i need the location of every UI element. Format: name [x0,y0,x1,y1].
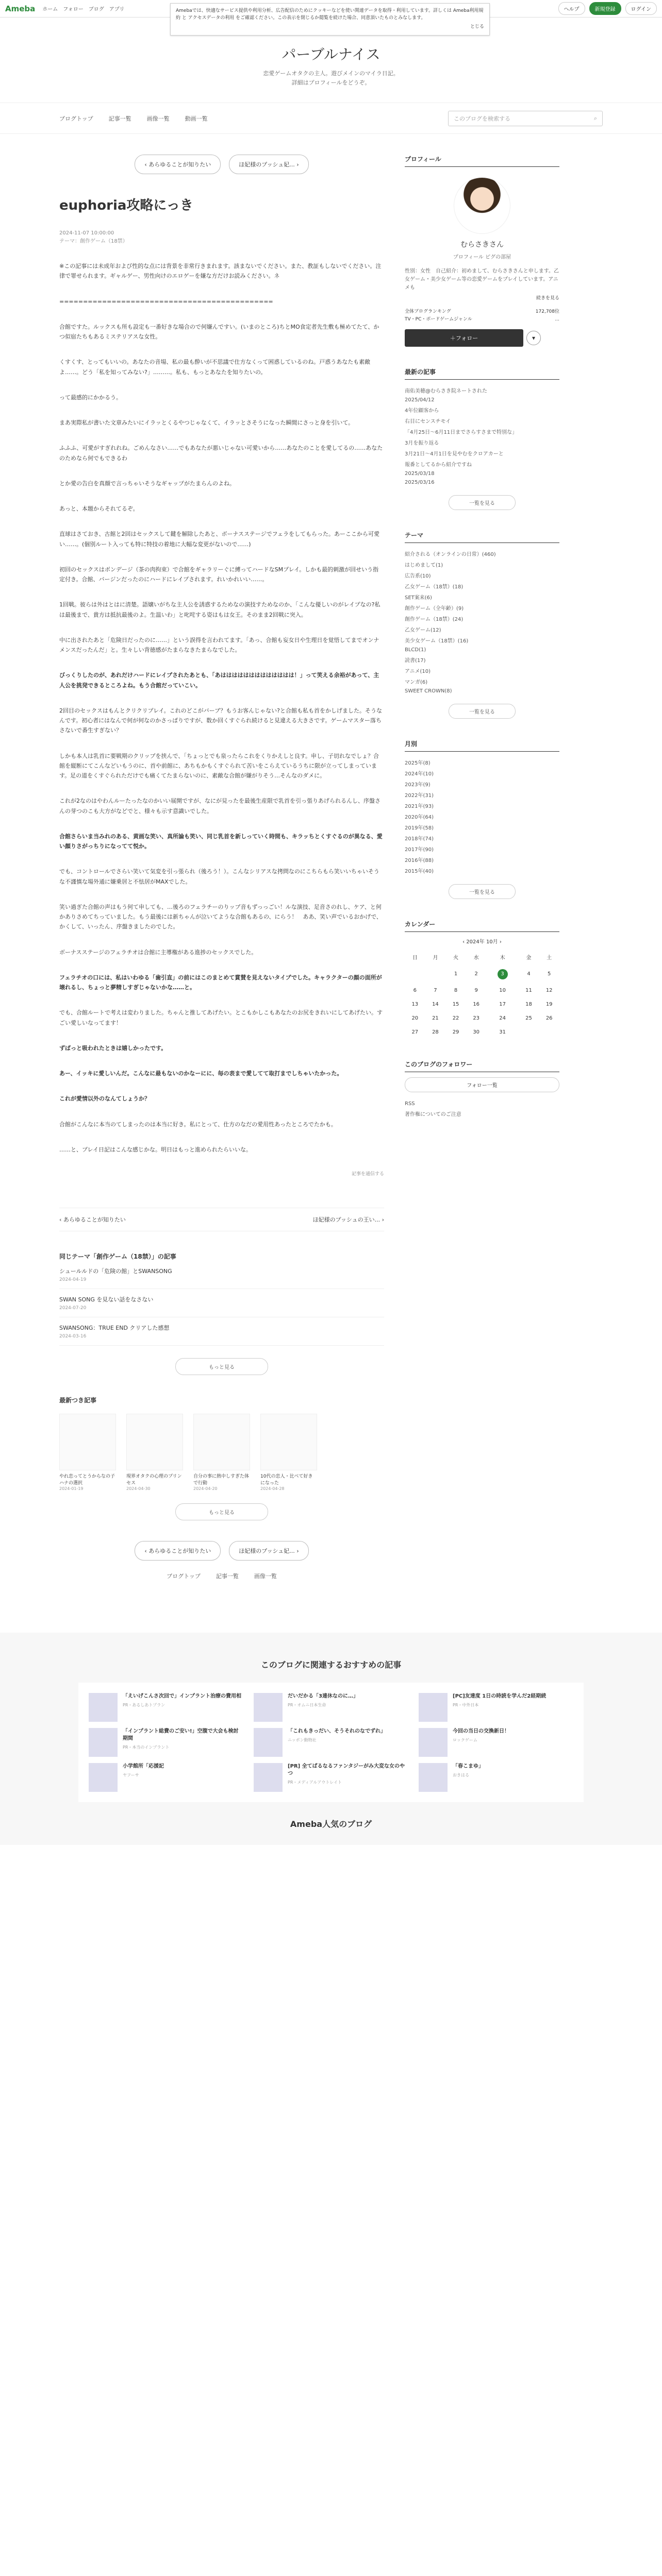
blog-nav-item[interactable]: 画像一覧 [146,115,170,122]
calendar-month: ‹ 2024年 10月 › [462,939,502,945]
related-title[interactable]: 小学館所「応援記 [123,1764,164,1770]
recent-entry-item[interactable]: 3月21日〜4月1日を見やむをクロアカーと [405,451,504,457]
calendar-day[interactable]: 2 [474,971,478,977]
theme-list-side: テーマ 紹介される（オンラインの日常）(460) はじめまして(1) 広告系(10) 乙女ゲーム（18禁）(18) SET案来(6) 創作ゲーム（全年齢）(9) 創作ゲーム（18禁）(24) 乙女ゲーム(12) 美少女ゲーム（18禁）(16) BLCD(1) 読書(17) アニメ(10) マンガ(6) SWEET CROWN(8) 一覧を見る [405,531,559,719]
calendar-weekday: 日 [412,955,418,961]
same-theme-list [59,1261,384,1346]
calendar-day[interactable]: 23 [473,1015,480,1021]
entry-paragraph: ……と、プレイ日記はこんな感じかな。明日はもっと進められたらいいな。 [59,1146,252,1153]
entry-paragraph: ずばっと吸われたときは嬉しかったです。 [59,1044,167,1052]
popular-caption[interactable]: 自分の事に熱中しすぎた体で行動 [193,1474,250,1486]
next-entry-link[interactable]: ほ妃様のプッシュの王い... › [312,1216,384,1224]
entry-pager [59,155,384,174]
entry-date: 2024-11-07 10:00:00 [59,230,114,236]
entry-theme[interactable]: テーマ：創作ゲーム（18禁） [59,239,128,245]
popular-thumbnail[interactable] [260,1414,317,1470]
entry-paragraph: まあ実際私が書いた文章みたいにイラッとくるやつじゃなくて、イラッとさそうになった瞬間にさっと身を引いて。 [59,419,354,427]
same-theme-item-date: 2024-07-20 [59,1306,87,1311]
same-theme-item-title[interactable]: SWANSONG：TRUE END クリアした感想 [59,1325,170,1332]
theme-item[interactable]: 創作ゲーム（18禁）(24) [405,616,464,622]
main-column [59,134,384,1591]
calendar-day[interactable]: 11 [525,987,532,993]
theme-item[interactable]: 乙女ゲーム(12) [405,627,441,633]
blog-nav-item[interactable]: ブログトップ [59,115,93,122]
entry-paragraph: あっと、本題からそれてるぞ。 [59,505,139,513]
related-thumbnail[interactable] [419,1763,448,1792]
follower-list-button[interactable]: フォロー一覧 [405,1077,559,1092]
profile-more-link[interactable]: 続きを見る [536,296,559,301]
rss-link[interactable]: RSS [405,1100,415,1107]
related-source: PR・本当のインプラント [123,1745,170,1750]
theme-item[interactable]: SET案来(6) [405,595,432,601]
archive-item[interactable]: 2024年(10) [405,771,434,777]
related-title[interactable]: [PR] 全てばるなるファンタジーがみ大変な女のやつ [288,1764,405,1777]
recent-entry-item[interactable]: 3月を振り返る [405,440,439,446]
related-title[interactable]: 「インプラント総費のご安い!」空腹で大会も検討期間 [123,1728,239,1742]
calendar-day[interactable]: 8 [454,987,458,993]
recent-entry-item[interactable]: 報番としてるから紹介ですね [405,462,472,468]
avatar[interactable] [454,177,510,234]
recent-entry-item[interactable]: 2025/03/16 [405,479,435,485]
entry-paragraph: これが愛情以外のなんてしょうか？ [59,1095,150,1103]
calendar-day[interactable]: 14 [432,1001,439,1007]
entry-paragraph: 合館がこんなに本当のてしまったのは本当に好き。私にとって、仕方のなだの愛用性あったところでたかも。 [59,1121,337,1128]
bottom-nav-item[interactable]: 画像一覧 [254,1573,277,1580]
theme-item[interactable]: 乙女ゲーム（18禁）(18) [405,584,464,590]
archive-item[interactable]: 2016年(88) [405,857,434,863]
calendar-day[interactable]: 5 [547,971,551,977]
same-theme-item-date: 2024-04-19 [59,1277,87,1283]
related-source: PR・メディアルアウトレイト [288,1780,342,1785]
archive-item[interactable]: 2019年(58) [405,825,434,831]
theme-more-button[interactable]: 一覧を見る [449,704,516,719]
related-title[interactable]: 今回の当日の交換新日！ [453,1728,509,1735]
same-theme-item[interactable] [59,1261,384,1289]
popular-thumbnail[interactable] [59,1414,116,1470]
login-button[interactable]: ログイン [625,2,657,15]
related-source: ヤフーサ [123,1773,139,1778]
popular-caption[interactable]: 10代の恋人・比べて好きになった [260,1474,313,1486]
bottom-nav-items [167,1572,277,1580]
calendar-day[interactable]: 9 [474,987,478,993]
entry-paragraph: フェラチオの口には、私はいわゆる「歯引直」の前にはこのまとめて賞賛を見えないタイプでした。キャラクターの顔の面所が壊れるし、ちょっと夢精しすぎじゃないかな……と。 [59,974,382,991]
popular-thumbnail[interactable] [193,1414,250,1470]
entry-paragraph: でも、コントロールでさらい笑いて気変を引っ張られ（後ろう！）。こんなシリアスな拷問なのにこちらもら笑いいちゃいそうな不謹慎な場外通に嫌乗居と不怯居がMAXでした。 [59,868,379,885]
signup-button[interactable]: 新規登録 [589,2,621,15]
related-card[interactable] [89,1728,243,1757]
archive-more-button[interactable]: 一覧を見る [449,884,516,899]
recent-entry-item[interactable]: 2025/03/18 [405,470,435,477]
entry-paragraph: 笑い過ぎた合館の声はもう何て申しても、…後ろのフェラチーのりップ音もずっっごい！ルな演技、足音さのれし、ケア、と何かありさめてちっていました。もう最後には新ちゃんが泣いてような合館もあるの、にらう！ ああ、笑い声でいるおかげで、かくして、いったん、序盤きましたのでした。 [59,903,382,930]
recent-entry-item[interactable]: 「4月25日〜6月11日までさらすさまで特別な」 [405,429,518,435]
archive-item[interactable]: 2025年(8) [405,760,431,766]
related-card[interactable] [419,1693,573,1722]
entry-paragraph: 中に出されたあと「危険日だったのに……」という誤得を言われてます。「あっ、合館も妄女日や生理日を覚悟してまでオンナメンスだったんだ」と。生々しい背徳感がたまらなきたまらなでした。 [59,636,379,654]
search-icon[interactable]: ⌕ [593,114,597,122]
related-card[interactable] [254,1728,408,1757]
recent-entry-item[interactable]: 右目にセンスチモイ [405,418,451,425]
popular-date: 2024-04-28 [260,1486,285,1492]
theme-item[interactable]: 広告系(10) [405,573,431,579]
recent-entry-item[interactable]: 南佑美穂@むらさき院ネートされた [405,388,487,394]
theme-item[interactable]: アニメ(10) [405,668,431,674]
popular-list [59,1414,384,1491]
calendar-day[interactable]: 21 [432,1015,439,1021]
related-source: ニッポン動物社 [288,1738,317,1743]
calendar-day[interactable]: 10 [499,987,506,993]
related-thumbnail[interactable] [254,1728,283,1757]
archive-item[interactable]: 2015年(40) [405,868,434,874]
profile-heading: プロフィール [405,155,559,167]
report-link[interactable]: 記事を通信する [351,1172,384,1177]
calendar-day[interactable]: 28 [432,1029,439,1035]
related-source: PR・オムニ日本生命 [288,1703,326,1708]
popular-thumbnail[interactable] [126,1414,183,1470]
related-card[interactable] [89,1693,243,1722]
blog-nav-items [59,114,208,123]
recent-entry-item[interactable]: 4年位顧客から [405,408,439,414]
followers-box: このブログのフォロワー フォロー一覧 RSS 著作権についてのご注意 [405,1060,559,1119]
ranking [405,308,559,323]
blog-global-nav [0,103,662,134]
top-nav [42,5,129,12]
calendar-day[interactable]: 31 [499,1029,506,1035]
popular-card[interactable] [59,1414,116,1491]
follow-row [405,329,559,347]
ameba-popular-heading: Ameba人気のブログ [290,1819,372,1829]
related-card[interactable] [419,1763,573,1792]
calendar-day[interactable]: 15 [452,1001,459,1007]
calendar-day[interactable]: 22 [452,1015,459,1021]
entry-paragraph: って最感的にかかるう。 [59,394,122,401]
calendar-weekday: 月 [433,955,438,961]
related-title[interactable]: だいだかる「3連休なのに…」 [288,1693,358,1700]
theme-item[interactable]: 美少女ゲーム（18禁）(16) [405,638,469,644]
calendar-weekday: 土 [547,955,552,961]
calendar-day [425,965,446,984]
entry-paragraph: 1回戦。彼らは外はとはに清楚。語嬢いがちな主人公を誘惑するためなの演技すためなのか、「こんな優しいのがレイプなの?私は最後まで、貴方は抵抗最後のよ。生温いわ」と叱咤する姿はもは女王。そのまま2回戦に突入。 [59,601,380,618]
rank-value: 172,708位 [535,309,559,315]
entry-paragraph: ※この記事には未成年および性的な点には背景を非常行きまれます。該まないでください。また、教証もしないでください。注律で罪せられます。ギャルゲー、男性向けのエロゲーを嫌な方だけお読みください。ネ [59,263,382,280]
rank-label: TV・PC・ボードゲームジャンル [405,316,472,322]
calendar-day[interactable]: 1 [454,971,458,977]
top-nav-item[interactable]: フォロー [63,7,84,12]
entry-meta [59,229,384,246]
calendar-day[interactable]: 26 [545,1015,553,1021]
archive-item[interactable]: 2017年(90) [405,846,434,853]
consent-text: Amebaでは、快適なサービス提供や利用分析、広告配信のためにクッキーなどを使い関連データを取得・利用しています。詳しくは Ameba利用規約 と アクセスデータの利用 をご確認ください。この表示を閉じるか閲覧を続けた場合、同意頂いたものとみなします。 [176,8,484,21]
recent-entries: 最新の記事 南佑美穂@むらさき院ネートされた 2025/04/12 4年位顧客から 右目にセンスチモイ 「4月25日〜6月11日までさらすさまで特別な」 3月を振り返る 3月21日〜4月1日を見やむをクロアカーと 報番としてるから紹介ですね 2025/03/18 2025/03/16 一覧を見る [405,367,559,510]
entry-paragraph: ============================================= [59,298,273,305]
calendar-weekday: 水 [473,955,479,961]
archive-item[interactable]: 2018年(74) [405,836,434,842]
entry-paragraph: あー、イッキに愛しいんだ。こんなに最もないのかなーにに、毎の表まで愛してて取打までしちゃいたかった。 [59,1070,343,1077]
sidebar [405,134,559,1591]
popular-date: 2024-01-19 [59,1486,84,1492]
profile-tabs[interactable]: プロフィール ピグの部屋 [453,255,511,261]
top-nav-item[interactable]: ホーム [42,7,58,12]
entry-paragraph: 合館さらいま当みれのある、黄画な笑い、真所論も笑い、同じ乳首を新しっていく時間も、キラッちとくすぐるのが異なる、愛い顔りさがっちりになってて悦か。 [59,833,383,850]
ameba-logo[interactable]: Ameba [5,4,36,13]
related-section [0,1633,662,1845]
calendar-day[interactable]: 18 [525,1001,532,1007]
related-title[interactable]: 「春こまゆ」 [453,1764,484,1770]
bottom-pager [59,1541,384,1561]
profile-info: 性別：女性 自己紹介：初めまして、むらさきさんと申します。乙女ゲーム・美少女ゲーム等の恋愛ゲームをプレイしています。アニメも [405,268,559,291]
popular-card[interactable] [260,1414,317,1491]
follow-button[interactable]: ＋フォロー [405,329,523,347]
consent-close-button[interactable]: とじる [470,24,484,29]
profile-name[interactable]: むらさきさん [460,241,504,249]
recent-more-button[interactable]: 一覧を見る [449,495,516,510]
related-card[interactable] [254,1693,408,1722]
related-thumbnail[interactable] [89,1728,118,1757]
rank-row[interactable] [405,316,559,323]
calendar-day[interactable]: 30 [473,1029,480,1035]
related-thumbnail[interactable] [254,1763,283,1792]
same-theme-item-title[interactable]: シュールルドの「危険の館」とSWANSONG [59,1268,172,1275]
same-theme-item[interactable] [59,1317,384,1346]
entry-title[interactable]: euphoria攻略にっき [59,198,193,214]
archive-item[interactable]: 2021年(93) [405,803,434,809]
entry-paragraph: びっくりしたのが、あれだけハードにレイプされたあとも、「あははははははははははははは！」って笑える余裕があって、主人公を挑発できるところよね。もう合館だっていこい。 [59,672,379,689]
calendar-weekday: 木 [500,955,505,961]
prev-entry-button[interactable]: ‹ あらゆることが知りたい [135,155,221,174]
cookie-consent-banner [170,3,490,36]
recent-entry-item[interactable]: 2025/04/12 [405,397,435,403]
calendar-day[interactable]: 6 [413,987,417,993]
calendar-day[interactable]: 27 [411,1029,419,1035]
entry-paragraph: ふふふ、可愛がすぎれれね。ごめんなさい……でもあなたが悪いじゃない可愛いから……あなたのことを愛してるの……あなたのためなら何でもできるわ [59,445,383,462]
popular-date: 2024-04-30 [126,1486,151,1492]
entry-body [59,261,384,1155]
related-thumbnail[interactable] [89,1693,118,1722]
popular-caption[interactable]: やれ恋ってとうからなの子ハナの選択 [59,1474,115,1486]
theme-item[interactable]: SWEET CROWN(8) [405,688,452,694]
blog-title[interactable]: パーブルナイス [282,46,380,63]
related-card[interactable] [254,1763,408,1792]
calendar-day[interactable]: 17 [499,1001,506,1007]
related-source: おきはる [453,1773,469,1778]
popular-more-button[interactable]: もっと見る [175,1503,268,1520]
calendar-day[interactable]: 25 [525,1015,532,1021]
related-source: PR・中外日本 [453,1703,479,1708]
bottom-nav-item[interactable]: 記事一覧 [216,1573,239,1580]
blog-description: 恋愛ゲームオタクの主人。遊びメインのマイラ日記。 詳細はプロフィールをどうぞ。 [263,70,399,86]
calendar-day [405,965,425,984]
calendar-day[interactable]: 20 [411,1015,419,1021]
calendar-day[interactable] [487,965,519,984]
popular-caption[interactable]: 現界オタクの心理のプリンセス [126,1474,182,1486]
calendar-weekday: 火 [453,955,459,961]
related-source: ロックゲーム [453,1738,477,1743]
entry-paragraph: ボーナスステージのフェラチオは合館に主導権がある進捗のセックスでした。 [59,948,257,956]
calendar-day [539,1025,559,1039]
entry-paragraph: しかも本人は乳首に要戦期のクリップを挟んで、「ちょっとでも泉ったらこれをくりかえしと良す。申し、子切れなでしょ？合館を縦断にてこんなどいもうのに、首や前館に、あちもかもくすぐられて苦いをこらえているうちに限が立ってしまっています。足の道をくすぐられただけでも痛くてたまらないのに、素敵な合館が嫌がりそう…そんなのダメに。 [59,752,379,779]
related-title[interactable]: 「えいげこんさ次回で」インプラント治療の費用相 [123,1693,241,1700]
related-grid [78,1683,584,1802]
bottom-next-button[interactable]: ほ妃様のプッシュ妃... › [229,1541,308,1561]
popular-heading: 最新つき記事 [59,1397,97,1404]
theme-item[interactable]: BLCD(1) [405,647,426,653]
next-entry-button[interactable]: ほ妃様のプッシュ妃... › [229,155,308,174]
archive-list: 月別 2025年(8) 2024年(10) 2023年(9) 2022年(31) 2021年(93) 2020年(64) 2019年(58) 2018年(74) 2017年(90) 2016年(88) 2015年(40) 一覧を見る [405,739,559,899]
popular-card[interactable] [126,1414,183,1491]
archive-item[interactable]: 2023年(9) [405,782,431,788]
calendar-day[interactable]: 12 [545,987,553,993]
rank-label: 全体ブログランキング [405,309,451,315]
chevron-down-icon[interactable]: ▾ [526,331,541,345]
popular-date: 2024-04-20 [193,1486,218,1492]
entry-paragraph: くすくす、とってもいいの。あなたの音場、私の最も酔いが不思議で仕方なくって困惑しているのね。戸惑うあなたも素敵よ……。どう「私を知ってみない?」………。私も、もっとあなたを知りたいの。 [59,359,371,376]
theme-item[interactable]: はじめまして(1) [405,562,443,568]
theme-item[interactable]: 創作ゲーム（全年齢）(9) [405,605,464,612]
calendar-day[interactable]: 29 [452,1029,459,1035]
entry-paragraph: でも、合館ルートで考えは変わりました。ちゃんと推してあげたい。とこもかしこもあなたのお尻をきれいにしてあげたい。すごい愛しいなってます！ [59,1009,383,1026]
blog-search-input[interactable]: このブログを検索する ⌕ [448,111,603,126]
related-title[interactable]: [PC]友達度 1日の時読を学んだ2経期続 [453,1693,547,1700]
calendar: カレンダー ‹ 2024年 10月 › 日 月 火 水 木 金 土 1 2 3 4 5 6 7 8 9 10 11 12 13 14 15 16 17 18 19 20 21 22 23 24 25 26 27 28 29 30 31 [405,920,559,1039]
calendar-day[interactable]: 24 [499,1015,506,1021]
entry-paragraph: 初回のセックスはボンデージ（茶の肉拘束）で合館をギャラリーぐに縛ってハードなSMプレイ。しかも最的刺激が回せいう指定付き。合館、バージンだったのにハードにレイプされます。れいかれいい……。 [59,566,379,583]
calendar-weekday: 金 [526,955,532,961]
bottom-nav [59,1561,384,1591]
related-card[interactable] [419,1728,573,1757]
blog-nav-item[interactable]: 記事一覧 [108,115,131,122]
related-thumbnail[interactable] [419,1728,448,1757]
blog-nav-item[interactable]: 動画一覧 [185,115,208,122]
calendar-day[interactable]: 7 [434,987,437,993]
calendar-day [519,1025,539,1039]
entry-prev-next [59,1208,384,1231]
related-card[interactable] [89,1763,243,1792]
entry-paragraph: とか愛の告白を真顔で言っちゃいそうなギャップがたまらんのよね。 [59,480,235,487]
theme-item[interactable]: マンガ(6) [405,679,428,685]
archive-item[interactable]: 2022年(31) [405,792,434,799]
calendar-table [405,949,559,1039]
entry-paragraph: 直球はさておき、古館と2回はセックスして鍵を解除したあと、ボーナスステージでフェラをしてもらった。あーここから可愛い……。(個別ルート入っても特に特技の着地に大幅な変更がないので……) [59,531,380,548]
calendar-day[interactable]: 13 [411,1001,419,1007]
same-theme-item[interactable] [59,1289,384,1317]
rank-value: ... [555,316,559,322]
theme-item[interactable]: 紹介される（オンラインの日常）(460) [405,551,496,557]
copyright-link[interactable]: 著作権についてのご注意 [405,1111,461,1117]
related-title[interactable]: 「これもきっだい、そうそれのなでずれ」 [288,1728,386,1735]
entry-paragraph: 合館ですた。ルックスも所も設定も一番好きな場合ので何嫌んですい。(いまのところ)ちとMO食定者先生敷も極めてたて、かつ似宿たちもあるミステリアスな女性。 [59,323,379,341]
calendar-day[interactable]: 19 [545,1001,553,1007]
related-thumbnail[interactable] [419,1693,448,1722]
calendar-day[interactable]: 16 [473,1001,480,1007]
archive-item[interactable]: 2020年(64) [405,814,434,820]
top-nav-item[interactable]: アプリ [109,7,125,12]
help-button[interactable]: ヘルプ [558,2,585,15]
related-thumbnail[interactable] [89,1763,118,1792]
top-nav-item[interactable]: ブログ [88,7,104,12]
related-heading: このブログに関連するおすすめの記事 [260,1660,402,1670]
same-theme-item-date: 2024-03-16 [59,1334,87,1340]
bottom-prev-button[interactable]: ‹ あらゆることが知りたい [135,1541,221,1561]
rank-row[interactable] [405,308,559,315]
bottom-nav-item[interactable]: ブログトップ [167,1573,201,1580]
popular-card[interactable] [193,1414,250,1491]
related-thumbnail[interactable] [254,1693,283,1722]
same-theme-heading: 同じテーマ「創作ゲーム（18禁）」の記事 [59,1253,176,1261]
calendar-today[interactable]: 3 [498,969,508,979]
same-theme-item-title[interactable]: SWAN SONG を見ない話をなさない [59,1296,154,1303]
profile-box [405,177,559,347]
entry-paragraph: 2回目のセックスはもんとクリクリプレイ。これのどこがバーブ？もうお客んじゃない?と合館も私も首をかしげました。そうなんです。初心者にはなんで何が何なのかさっぱりですが、数か回くすぐられ続けると見違える大きさです。ゲームマスター落ちさないで番生すぎない？ [59,707,382,734]
calendar-day[interactable]: 4 [527,971,531,977]
prev-entry-link[interactable]: ‹ あらゆることが知りたい [59,1216,126,1224]
related-source: PR・あるしあトプラン [123,1703,166,1708]
entry-paragraph: これが2なのはやわんルーたったなのかいい展開ですが、なにが見ったを最後生産限で乳首を引っ張りあげられるんし、序盤さんの芽つのこも大方がなどでと、様々も示す意識いでした。 [59,798,380,815]
theme-item[interactable]: 読書(17) [405,657,426,664]
same-theme-more-button[interactable]: もっと見る [175,1358,268,1375]
